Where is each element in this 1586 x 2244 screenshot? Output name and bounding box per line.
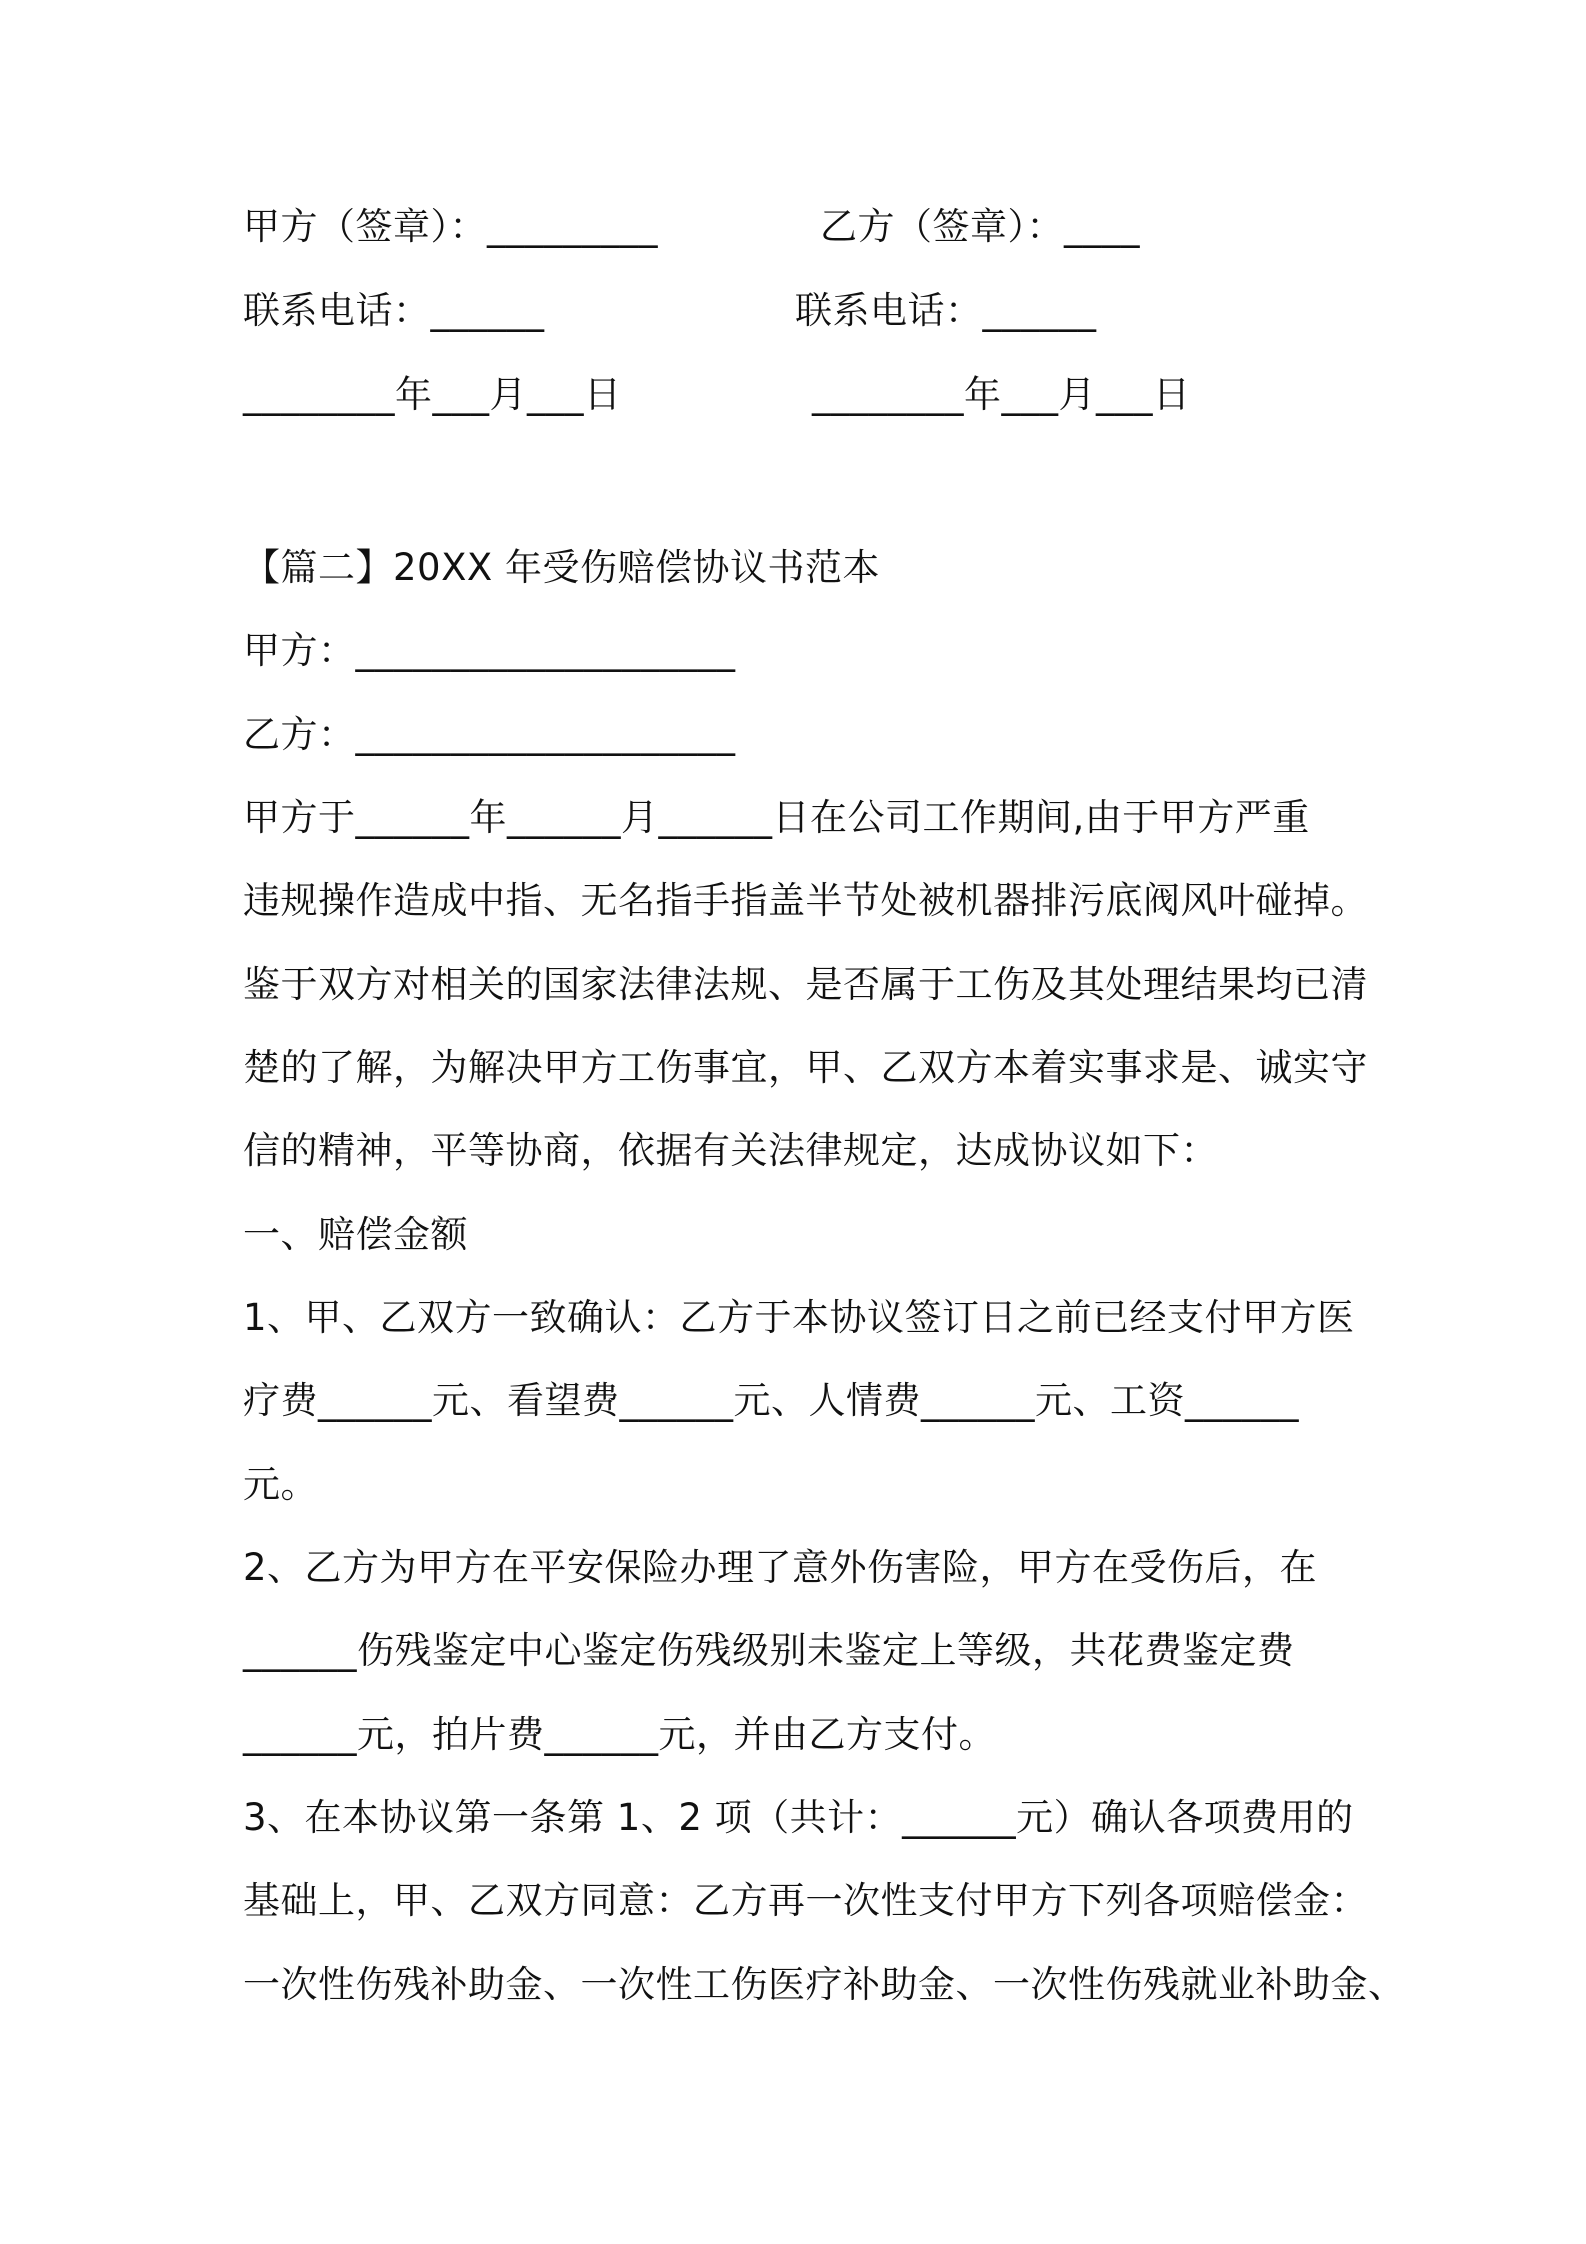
- body-line: 鉴于双方对相关的国家法律法规、是否属于工伤及其处理结果均已清: [243, 963, 1368, 1006]
- section-title: 【篇二】20XX 年受伤赔偿协议书范本: [243, 546, 881, 589]
- party-b-phone-line: 联系电话：______: [795, 289, 1097, 332]
- party-a-phone-line: 联系电话：______: [243, 289, 545, 332]
- body-line: 疗费______元、看望费______元、人情费______元、工资______: [243, 1379, 1299, 1422]
- body-line: ______伤残鉴定中心鉴定伤残级别未鉴定上等级，共花费鉴定费: [243, 1629, 1295, 1672]
- body-line: 违规操作造成中指、无名指手指盖半节处被机器排污底阀风叶碰掉。: [243, 879, 1368, 922]
- body-line: 3、在本协议第一条第 1、2 项（共计：______元）确认各项费用的: [243, 1796, 1354, 1839]
- party-a-date-line: ________年___月___日: [243, 373, 622, 416]
- body-line: 信的精神，平等协商，依据有关法律规定，达成协议如下：: [243, 1129, 1218, 1172]
- body-line: 一次性伤残补助金、一次性工伤医疗补助金、一次性伤残就业补助金、: [243, 1963, 1406, 2006]
- body-line: 基础上，甲、乙双方同意：乙方再一次性支付甲方下列各项赔偿金：: [243, 1879, 1368, 1922]
- body-line: 2、乙方为甲方在平安保险办理了意外伤害险，甲方在受伤后，在: [243, 1546, 1318, 1589]
- party-a-name-line: 甲方：____________________: [243, 629, 736, 672]
- body-line: 甲方于______年______月______日在公司工作期间,由于甲方严重: [243, 796, 1310, 839]
- party-b-signature-line: 乙方（签章）：____: [820, 205, 1140, 248]
- body-line: 元。: [243, 1463, 318, 1506]
- party-b-name-line: 乙方：____________________: [243, 713, 736, 756]
- party-a-signature-line: 甲方（签章）：_________: [243, 205, 658, 248]
- body-line: 1、甲、乙双方一致确认：乙方于本协议签订日之前已经支付甲方医: [243, 1296, 1355, 1339]
- party-b-date-line: ________年___月___日: [812, 373, 1191, 416]
- clause-heading: 一、赔偿金额: [243, 1213, 468, 1256]
- body-line: 楚的了解，为解决甲方工伤事宜，甲、乙双方本着实事求是、诚实守: [243, 1046, 1368, 1089]
- body-line: ______元，拍片费______元，并由乙方支付。: [243, 1713, 996, 1756]
